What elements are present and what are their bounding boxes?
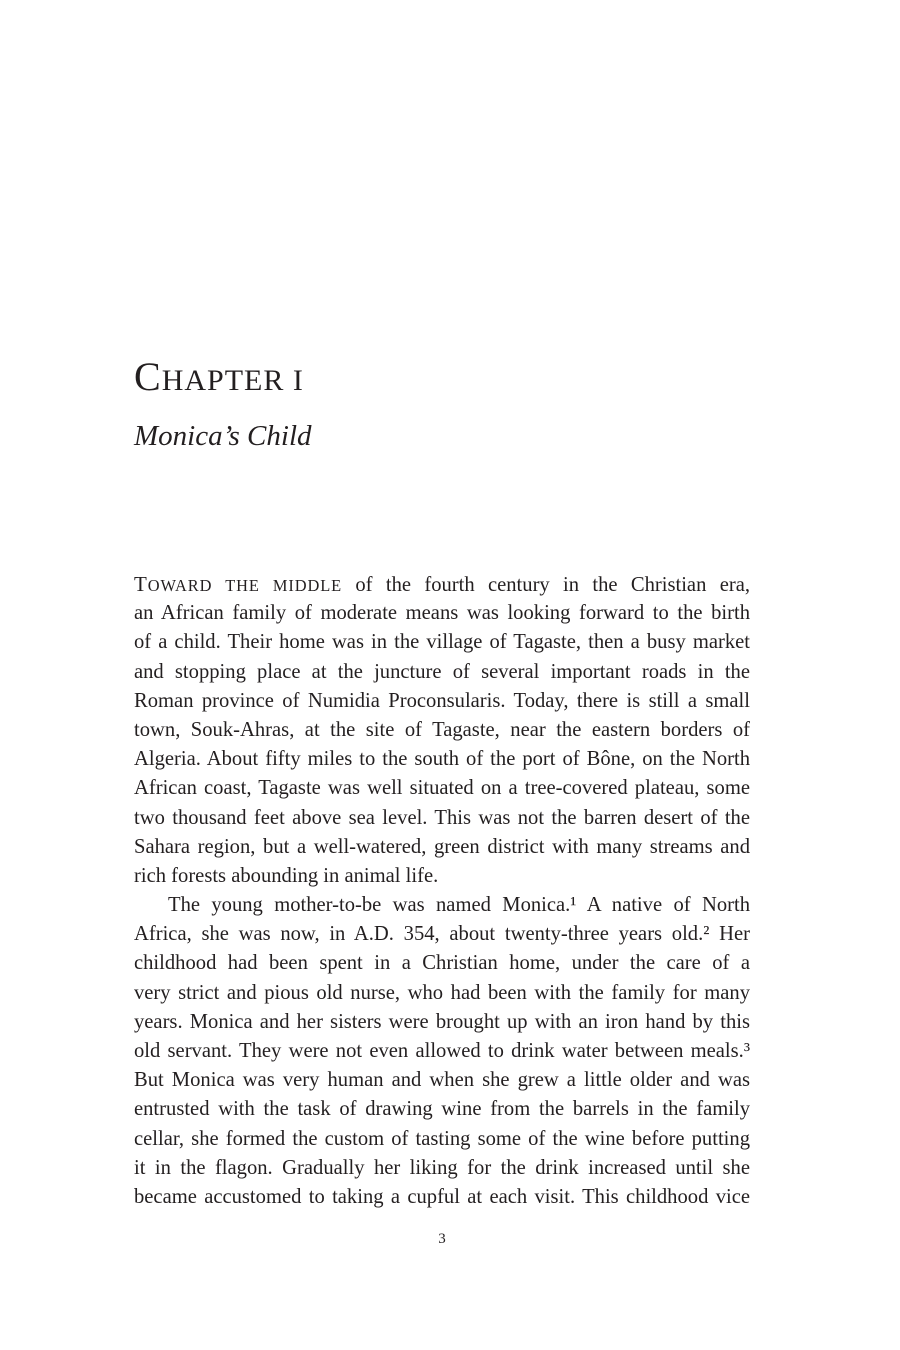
text-line: African coast, Tagaste was well situated on a tree-covered plateau, some bbox=[134, 777, 750, 800]
text-line: rich forests abounding in animal life. bbox=[134, 864, 439, 887]
text-line: Roman province of Numidia Proconsularis. Today, there is still a small bbox=[134, 689, 750, 712]
text-line: But Monica was very human and when she grew a little older and was bbox=[134, 1069, 750, 1092]
lead-in-rest: OWARD THE MIDDLE bbox=[147, 576, 343, 595]
lead-in-initial: T bbox=[134, 572, 148, 596]
text-line: an African family of moderate means was looking forward to the birth bbox=[134, 602, 750, 625]
text-line: childhood had been spent in a Christian home, under the care of a bbox=[134, 952, 750, 975]
chapter-heading-rest: HAPTER I bbox=[161, 364, 304, 397]
text-line: The young mother-to-be was named Monica.¹ A native of North bbox=[168, 894, 750, 917]
text-line bbox=[134, 570, 750, 599]
text-line: old servant. They were not even allowed to drink water between meals.³ bbox=[134, 1040, 750, 1062]
text-line: of a child. Their home was in the village of Tagaste, then a busy market bbox=[134, 631, 750, 654]
text-line: Sahara region, but a well-watered, green district with many streams and bbox=[134, 835, 750, 858]
text-line: and stopping place at the juncture of several important roads in the bbox=[134, 660, 750, 683]
text-line: Africa, she was now, in A.D. 354, about twenty-three years old.² Her bbox=[134, 923, 750, 946]
text-line: years. Monica and her sisters were brought up with an iron hand by this bbox=[134, 1010, 750, 1033]
text-line-content: of the fourth century in the Christian era, bbox=[342, 574, 750, 596]
lead-in-small-caps bbox=[134, 572, 343, 596]
chapter-heading-initial: C bbox=[134, 354, 162, 399]
chapter-subtitle: Monica’s Child bbox=[134, 420, 312, 452]
text-line: cellar, she formed the custom of tasting some of the wine before putting bbox=[134, 1127, 750, 1150]
text-line: very strict and pious old nurse, who had been with the family for many bbox=[134, 981, 750, 1004]
text-line: town, Souk-Ahras, at the site of Tagaste, near the eastern borders of bbox=[134, 718, 750, 741]
text-line: two thousand feet above sea level. This was not the barren desert of the bbox=[134, 806, 750, 829]
page-number: 3 bbox=[438, 1231, 446, 1247]
text-line: it in the flagon. Gradually her liking for the drink increased until she bbox=[134, 1156, 750, 1179]
text-line: entrusted with the task of drawing wine from the barrels in the family bbox=[134, 1098, 750, 1121]
chapter-heading bbox=[134, 352, 304, 406]
body-text bbox=[134, 570, 750, 1212]
text-line: became accustomed to taking a cupful at each visit. This childhood vice bbox=[134, 1185, 750, 1208]
text-line: Algeria. About fifty miles to the south of the port of Bône, on the North bbox=[134, 748, 750, 771]
